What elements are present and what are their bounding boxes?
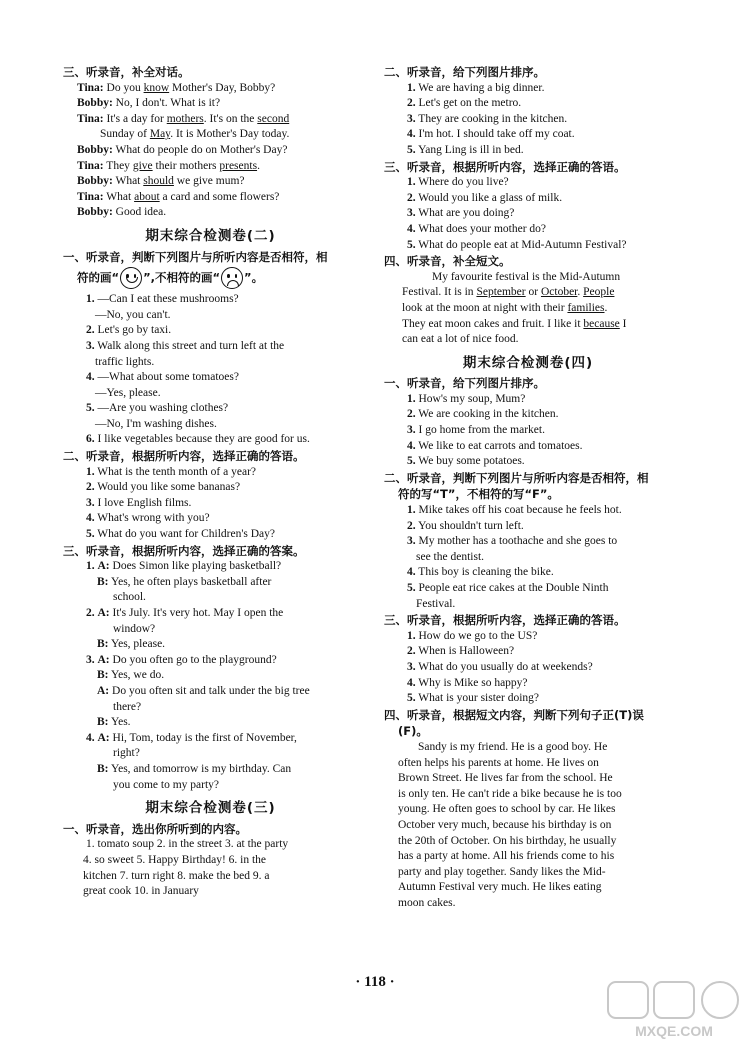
answer-underlined: know [143,81,170,94]
text-span: Would you like some bananas? [97,481,241,494]
list-item [384,112,672,128]
text-span: What do you usually do at weekends? [418,660,593,673]
item-number: 2. [86,481,95,494]
list-item [384,96,672,112]
text-span: can eat a lot of nice food. [402,333,519,346]
item-number: 2. [407,408,416,421]
list-item [63,417,358,433]
section-title: 一、听录音，给下列图片排序。 [384,376,545,391]
item-number: 3. [407,535,416,548]
watermark-glyphs [608,982,738,1018]
item-number: 1. [407,629,416,642]
list-item [384,407,672,423]
dialog-line [63,731,358,747]
passage-line: young. He often goes to school by car. He likes [398,803,616,816]
list-item [63,339,358,355]
passage-line: party and play together. Sandy likes the Mid- [398,865,606,878]
text-span: traffic lights. [95,355,155,368]
item-number: 6. [86,433,95,446]
item-number: 2. [86,607,95,619]
text-span: Would you like a glass of milk. [418,191,563,204]
answer-underlined: October [540,286,578,299]
face-part [126,277,138,283]
dialog-line [63,81,358,97]
list-item [63,480,358,496]
text-span: Where do you live? [418,176,509,189]
item-number: 5. [407,582,416,594]
section-title: 三、听录音，根据所听内容，选择正确的答语。 [384,159,626,174]
text-span: Let's get on the metro. [418,97,522,110]
speaker-label: A: [97,607,110,619]
item-number: 2. [407,191,416,204]
text-span: Yes, he often plays basketball after [110,575,272,588]
text-span: 符的画“ [77,270,120,285]
section-title: 三、听录音，根据所听内容，选择正确的答语。 [384,613,626,628]
text-span: What do you want for Children's Day? [97,528,276,541]
text-span: there? [113,700,142,713]
text-span: a card and some flowers? [159,190,280,203]
text-span: What [112,175,144,188]
text-span: or [525,286,541,299]
item-number: 3. [407,112,416,125]
speaker-label: Tina: [77,81,104,94]
text-span: What do people do on Mother's Day? [112,143,288,156]
section-title: 一、听录音，判断下列图片与所听内容是否相符，相 [63,249,328,264]
text-span: People eat rice cakes at the Double Ninth [418,582,609,594]
dialog-line [63,606,358,622]
item-number: 4. [407,439,416,452]
passage-line [384,301,672,317]
answer-underlined: presents [219,159,258,172]
passage-line: has a party at home. All his friends come to his [398,850,615,863]
passage-line: Autumn Festival very much. He likes eating [398,881,602,894]
face-part [235,274,238,278]
item-number: 1. [86,465,95,478]
text-span: . It's on the [203,112,258,125]
text-span: I love English films. [97,496,192,509]
text-span: Hi, Tom, today is the first of November, [112,731,297,744]
text-span: . [257,159,260,172]
text-span: see the dentist. [416,550,485,563]
speaker-label: Bobby: [77,97,113,110]
section-title-cont: (F)。 [398,724,428,739]
text-span: What is the tenth month of a year? [97,465,257,478]
section-title: 四、听录音，补全短文。 [384,254,511,269]
text-span: Do you [103,81,144,94]
section-title: 三、听录音，根据所听内容，选择正确的答案。 [63,543,305,558]
dialog-line [63,668,358,684]
text-span: Yang Ling is ill in bed. [418,143,524,156]
list-item [63,432,358,448]
list-item [384,206,672,222]
text-span: look at the moon at night with their [402,301,568,314]
text-span: ”,不相符的画“ [143,270,221,285]
speaker-label: A: [97,684,110,697]
speaker-label: Bobby: [77,206,113,219]
item-number: 2. [407,97,416,110]
dialog-line [63,715,358,731]
list-item [63,370,358,386]
section-title: 四、听录音，根据短文内容，判断下列句子正(T)误 [384,707,644,722]
answer-line: 1. tomato soup 2. in the street 3. at the party [86,838,289,851]
answer-underlined: mothers [166,112,204,125]
dialog-line [63,174,358,190]
list-item [384,222,672,238]
list-item [63,527,358,543]
list-item [384,597,672,613]
test-title: 期末综合检测卷(三) [145,800,276,817]
speaker-label: B: [97,638,109,651]
list-item [63,292,358,308]
dialog-line [63,778,358,794]
text-span: school. [113,591,146,604]
list-item [63,386,358,402]
answer-underlined: about [134,190,160,203]
text-span: their mothers [152,159,220,172]
item-number: 3. [407,424,416,437]
list-item [384,629,672,645]
speaker-label: A: [97,560,110,573]
list-item [384,534,672,550]
speaker-label: Tina: [77,190,104,203]
passage-line: Sandy is my friend. He is a good boy. He [418,740,608,753]
dialog-line [63,127,358,143]
section-title: 二、听录音，根据所听内容，选择正确的答语。 [63,449,305,464]
answer-underlined: families [567,301,605,314]
item-number: 2. [407,645,416,658]
text-span: What [103,190,135,203]
passage-line: moon cakes. [398,896,456,909]
text-span: Yes, and tomorrow is my birthday. Can [110,762,292,775]
text-span: window? [113,622,156,635]
text-span: Why is Mike so happy? [418,676,528,689]
item-number: 5. [407,238,416,251]
answer-line: 4. so sweet 5. Happy Birthday! 6. in the [83,853,267,866]
list-item [63,511,358,527]
list-item [384,143,672,159]
text-span: ”。 [244,270,264,285]
list-item [384,660,672,676]
item-number: 1. [407,504,416,517]
list-item [384,503,672,519]
dialog-line [63,159,358,175]
text-span: What are you doing? [418,207,515,220]
dialog-line [63,637,358,653]
speaker-label: B: [97,762,109,775]
section-title: 三、听录音，补全对话。 [63,65,190,79]
text-span: We are cooking in the kitchen. [418,408,559,421]
item-number: 4. [407,676,416,689]
dialog-line [63,590,358,606]
speaker-label: A: [97,731,110,744]
list-item [384,423,672,439]
item-number: 5. [86,402,95,415]
watermark-sub: MXQE.COM [635,1023,713,1039]
answer-line: great cook 10. in January [83,885,199,898]
dialog-line [63,143,358,159]
list-item [63,308,358,324]
list-item [384,127,672,143]
text-span: We buy some potatoes. [418,455,525,468]
dialog-line [63,700,358,716]
speaker-label: B: [97,575,109,588]
text-span: —Yes, please. [95,386,161,399]
answer-underlined: May [149,128,171,141]
text-span: right? [113,747,140,760]
item-number: 1. [407,392,416,405]
list-item [384,191,672,207]
text-span: we give mum? [173,175,245,188]
item-number: 5. [407,143,416,156]
test-title: 期末综合检测卷(四) [462,354,594,371]
passage-line: October very much, because his birthday is on [398,818,612,831]
passage-line [384,332,672,348]
text-span: This boy is cleaning the bike. [418,566,554,579]
list-item [63,401,358,417]
passage-line: often helps his parents at home. He lives on [398,756,599,769]
smiley-face-icon [120,267,142,289]
item-number: 3. [86,653,95,666]
text-span: Yes, we do. [110,669,165,682]
item-number: 4. [407,222,416,235]
text-span: When is Halloween? [418,645,515,658]
speaker-label: Bobby: [77,143,113,156]
text-span: Festival. It is in [402,286,477,299]
item-number: 5. [407,455,416,468]
passage-line: the 20th of October. On his birthday, he usually [398,834,617,847]
answer-underlined: should [143,175,174,188]
passage-line [384,270,672,286]
text-span: I like vegetables because they are good for us. [97,433,310,446]
text-span: They are cooking in the kitchen. [418,112,568,125]
passage-line [384,285,672,301]
answer-underlined: give [132,159,153,172]
passage-line: is only ten. He can't ride a bike because he is too [398,787,622,800]
list-item [63,323,358,339]
text-span: How do we go to the US? [418,629,538,642]
text-span: What's wrong with you? [97,512,210,525]
item-number: 1. [407,176,416,189]
speaker-label: B: [97,669,109,682]
answer-underlined: People [583,286,615,299]
list-item [384,454,672,470]
text-span: Good idea. [112,206,167,219]
list-item [384,565,672,581]
text-span: It's a day for [103,112,167,125]
left-column [63,64,358,900]
item-number: 1. [86,560,95,573]
answer-line: kitchen 7. turn right 8. make the bed 9. a [83,869,270,882]
section-title: 一、听录音，选出你所听到的内容。 [63,821,247,836]
text-span: . [604,301,608,314]
text-span: —Are you washing clothes? [97,402,229,415]
item-number: 4. [86,512,95,525]
text-span: I'm hot. I should take off my coat. [418,128,575,141]
text-span: What do people eat at Mid-Autumn Festival? [418,238,627,251]
item-number: 5. [86,528,95,541]
text-span: —No, I'm washing dishes. [95,417,217,430]
item-number: 2. [407,519,416,532]
list-item [384,238,672,254]
list-item [384,439,672,455]
item-number: 4. [407,566,416,579]
passage-line: Brown Street. He lives far from the school. He [398,772,613,785]
answer-underlined: because [583,317,620,330]
passage-line [384,317,672,333]
face-part [227,274,230,278]
speaker-label: Bobby: [77,175,113,188]
text-span: Festival. [416,597,456,610]
text-span: I [619,317,627,330]
text-span: What does your mother do? [418,222,547,235]
list-item [63,465,358,481]
text-span: Yes, please. [110,638,166,651]
list-item [384,676,672,692]
text-span: Walk along this street and turn left at the [97,339,285,352]
list-item [384,519,672,535]
item-number: 4. [86,371,95,384]
dialog-line [63,653,358,669]
speaker-label: A: [97,653,110,666]
text-span: We like to eat carrots and tomatoes. [418,439,583,452]
list-item [384,550,672,566]
section-title-cont: 符的写“T”，不相符的写“F”。 [398,487,559,502]
text-span: —What about some tomatoes? [97,371,239,384]
text-span: No, I don't. What is it? [112,97,221,110]
item-number: 4. [407,128,416,141]
text-span: Let's go by taxi. [97,324,172,337]
list-item [384,392,672,408]
dialog-line [63,559,358,575]
right-column [384,64,672,911]
text-span: My mother has a toothache and she goes to [418,535,618,548]
list-item [384,691,672,707]
list-item [384,175,672,191]
item-number: 5. [407,692,416,705]
item-number: 3. [407,660,416,673]
dialog-line [63,205,358,221]
section-title: 二、听录音，判断下列图片与所听内容是否相符，相 [384,470,649,485]
text-span: . [577,286,584,299]
text-span: Do you often sit and talk under the big tree [112,684,310,697]
text-span: I go home from the market. [418,424,545,437]
text-span: Does Simon like playing basketball? [112,560,282,573]
answer-underlined: September [476,286,526,299]
dialog-line [63,96,358,112]
list-item [63,355,358,371]
text-span: Mother's Day, Bobby? [169,81,276,94]
text-span: Do you often go to the playground? [112,653,277,666]
dialog-line [63,622,358,638]
dialog-line [63,762,358,778]
speaker-label: Tina: [77,112,104,125]
text-span: We are having a big dinner. [418,81,545,94]
text-span: It's July. It's very hot. May I open the [112,607,284,619]
text-span: you come to my party? [113,778,220,791]
list-item [384,81,672,97]
text-span: Sunday of [100,128,150,141]
dialog-line [63,190,358,206]
list-item [63,496,358,512]
dialog-line [63,746,358,762]
sad-face-icon [221,267,243,289]
list-item [384,644,672,660]
item-number: 3. [86,496,95,509]
section-title-cont [63,267,358,289]
speaker-label: Tina: [77,159,104,172]
text-span: How's my soup, Mum? [418,392,526,405]
section-title: 二、听录音，给下列图片排序。 [384,65,545,79]
dialog-line [63,112,358,128]
item-number: 3. [407,207,416,220]
text-span: Yes. [110,716,131,729]
dialog-line [63,684,358,700]
face-part [227,280,239,286]
text-span: You shouldn't turn left. [418,519,524,532]
test-title: 期末综合检测卷(二) [145,227,276,244]
item-number: 2. [86,324,95,337]
item-number: 1. [407,81,416,94]
answer-underlined: second [257,112,290,125]
text-span: Mike takes off his coat because he feels hot. [418,504,622,517]
dialog-line [63,575,358,591]
speaker-label: B: [97,716,109,729]
text-span: My favourite festival is the Mid-Autumn [432,270,621,283]
watermark-logo [604,978,744,1040]
list-item [384,581,672,597]
text-span: —No, you can't. [95,308,171,321]
item-number: 4. [86,731,95,744]
text-span: —Can I eat these mushrooms? [97,293,239,306]
item-number: 3. [86,339,95,352]
item-number: 1. [86,293,95,306]
text-span: . It is Mother's Day today. [170,128,290,141]
page-number: · 118 · [355,974,395,990]
text-span: They eat moon cakes and fruit. I like it [402,317,584,330]
text-span: They [103,159,133,172]
text-span: What is your sister doing? [418,692,540,705]
